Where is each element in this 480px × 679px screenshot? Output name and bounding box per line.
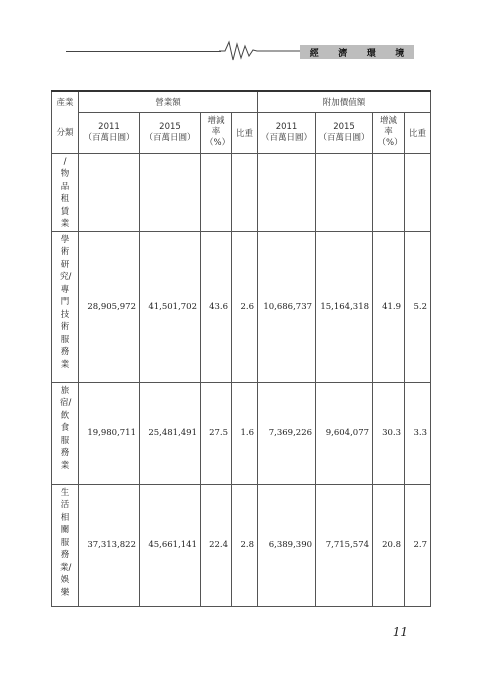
cell-revenue-2015: 25,481,491 bbox=[140, 382, 201, 484]
group-header-value-added-label: 附加價值額 bbox=[322, 97, 366, 108]
col-header-share-va bbox=[405, 112, 431, 153]
cell-va-2011: 6,389,390 bbox=[258, 484, 316, 606]
col-header-change-label: 增減率（%） bbox=[205, 116, 231, 148]
cell-revenue-share: 2.8 bbox=[232, 484, 258, 606]
cell-va-2015: 15,164,318 bbox=[316, 231, 373, 382]
col-header-year: 2015 bbox=[333, 121, 355, 132]
heartbeat-wave-icon bbox=[219, 40, 303, 62]
cell-va-share: 2.7 bbox=[405, 484, 431, 606]
cell-revenue-2011: 37,313,822 bbox=[79, 484, 140, 606]
cell-va-2015 bbox=[316, 153, 373, 231]
row-category-label: 生活相關服務業/娛樂 bbox=[60, 487, 72, 598]
col-header-2015 bbox=[140, 112, 201, 153]
cell-revenue-2011: 19,980,711 bbox=[79, 382, 140, 484]
group-header-revenue bbox=[79, 91, 258, 112]
cell-va-change: 20.8 bbox=[373, 484, 405, 606]
cell-revenue-share bbox=[232, 153, 258, 231]
cell-revenue-2011 bbox=[79, 153, 140, 231]
cell-revenue-2011: 28,905,972 bbox=[79, 231, 140, 382]
col-header-change-label: 增減率（%） bbox=[377, 116, 403, 148]
cell-va-share: 5.2 bbox=[405, 231, 431, 382]
row-category-cell bbox=[52, 153, 79, 231]
cell-revenue-change: 43.6 bbox=[201, 231, 232, 382]
group-header-revenue-label: 營業額 bbox=[155, 97, 181, 108]
col-header-2011 bbox=[79, 112, 140, 153]
col-header-unit: （百萬日圓） bbox=[318, 132, 370, 143]
cell-va-2011 bbox=[258, 153, 316, 231]
col-header-share-label: 比重 bbox=[409, 128, 427, 139]
table-row bbox=[52, 153, 431, 231]
cell-va-change: 30.3 bbox=[373, 382, 405, 484]
corner-bottom-cell bbox=[52, 112, 79, 153]
table-row bbox=[52, 231, 431, 382]
col-header-change-va bbox=[373, 112, 405, 153]
page-number: 11 bbox=[392, 625, 408, 639]
cell-revenue-change: 27.5 bbox=[201, 382, 232, 484]
cell-revenue-2015: 45,661,141 bbox=[140, 484, 201, 606]
section-label-char: 境 bbox=[395, 48, 405, 59]
cell-va-share: 3.3 bbox=[405, 382, 431, 484]
corner-bottom-label: 分類 bbox=[56, 128, 74, 139]
table-row bbox=[52, 382, 431, 484]
row-category-cell bbox=[52, 382, 79, 484]
col-header-unit: （百萬日圓） bbox=[261, 132, 313, 143]
cell-revenue-change: 22.4 bbox=[201, 484, 232, 606]
cell-va-share bbox=[405, 153, 431, 231]
col-header-share bbox=[232, 112, 258, 153]
cell-va-2011: 10,686,737 bbox=[258, 231, 316, 382]
economy-table bbox=[51, 90, 431, 607]
table-row bbox=[52, 484, 431, 606]
col-header-unit: （百萬日圓） bbox=[144, 132, 196, 143]
row-category-cell bbox=[52, 231, 79, 382]
row-category-label: 學術研究/專門技術服務業 bbox=[60, 234, 72, 370]
col-header-change bbox=[201, 112, 232, 153]
section-label-char: 經 bbox=[309, 48, 319, 59]
cell-va-2015: 9,604,077 bbox=[316, 382, 373, 484]
cell-revenue-2015: 41,501,702 bbox=[140, 231, 201, 382]
col-header-2015-va bbox=[316, 112, 373, 153]
col-header-year: 2015 bbox=[159, 121, 181, 132]
section-label-char: 環 bbox=[366, 48, 376, 59]
section-label bbox=[300, 45, 414, 59]
cell-va-change: 41.9 bbox=[373, 231, 405, 382]
header-rule-left bbox=[66, 51, 221, 52]
header-row-sub bbox=[52, 112, 431, 153]
section-label-char: 濟 bbox=[338, 48, 348, 59]
col-header-share-label: 比重 bbox=[236, 128, 254, 139]
corner-top-label: 產業 bbox=[56, 98, 74, 108]
group-header-value-added bbox=[258, 91, 431, 112]
cell-va-2011: 7,369,226 bbox=[258, 382, 316, 484]
cell-revenue-change bbox=[201, 153, 232, 231]
cell-va-2015: 7,715,574 bbox=[316, 484, 373, 606]
row-category-label: 旅宿/飲食服務業 bbox=[60, 385, 72, 471]
col-header-year: 2011 bbox=[98, 121, 120, 132]
cell-va-change bbox=[373, 153, 405, 231]
row-category-cell bbox=[52, 484, 79, 606]
col-header-year: 2011 bbox=[275, 121, 298, 132]
cell-revenue-share: 2.6 bbox=[232, 231, 258, 382]
col-header-2011-va bbox=[258, 112, 316, 153]
header-row-groups bbox=[52, 91, 431, 112]
cell-revenue-share: 1.6 bbox=[232, 382, 258, 484]
col-header-unit: （百萬日圓） bbox=[83, 132, 135, 143]
corner-top-cell bbox=[52, 91, 79, 112]
row-category-label: /物品租賃業 bbox=[60, 156, 70, 229]
cell-revenue-2015 bbox=[140, 153, 201, 231]
